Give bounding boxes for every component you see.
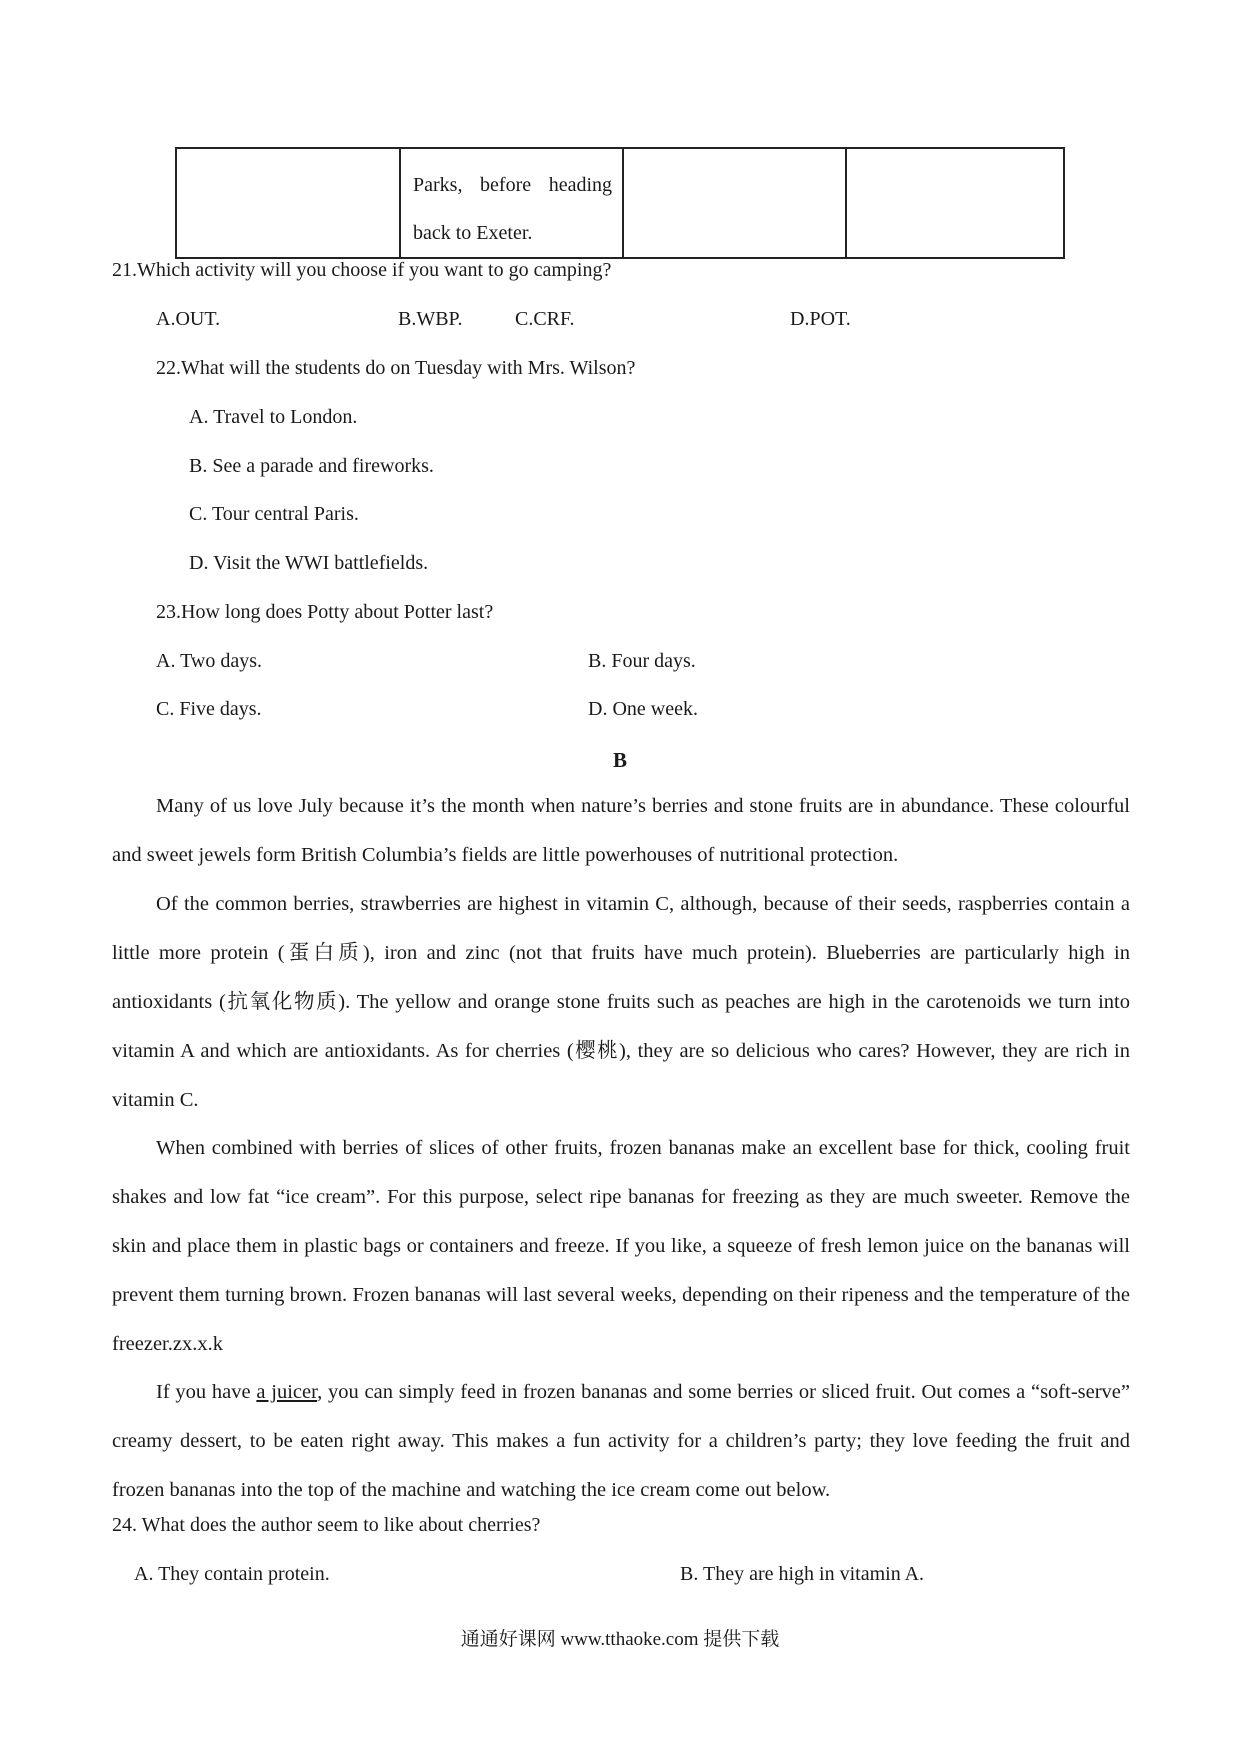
option-24-b: B. They are high in vitamin A. [680,1563,925,1585]
paragraph-1: Many of us love July because it’s the month when nature’s berries and stone fruits are in abundance. These colourful and sweet jewels form British Columbia’s fields are little powerhouses of nutritional protection. [112,795,1130,866]
juicer-underlined-text: a juicer [256,1381,318,1403]
option-21-b: B.WBP. [398,308,463,330]
option-22-d: D. Visit the WWI battlefields. [189,552,429,574]
question-24: 24. What does the author seem to like about cherries? [112,1514,541,1536]
option-21-a: A.OUT. [156,308,221,330]
option-23-b: B. Four days. [588,650,696,672]
option-23-a: A. Two days. [156,650,263,672]
question-23: 23.How long does Potty about Potter last? [156,601,494,623]
option-23-c: C. Five days. [156,698,262,720]
option-24-a: A. They contain protein. [134,1563,330,1585]
paragraph-2: Of the common berries, strawberries are highest in vitamin C, although, because of their seeds, raspberries contain a little more protein (蛋白质), iron and zinc (not that fruits have much protein). Blueberries are particularly high in antioxidants (抗氧化物质). The yellow and orange stone fruits such as peaches are high in the carotenoids we turn into vitamin A and which are antioxidants. As for cherries (樱桃), they are so delicious who cares? However, they are rich in vitamin C. [112,893,1130,1111]
paragraph-3: When combined with berries of slices of other fruits, frozen bananas make an excellent base for thick, cooling fruit shakes and low fat “ice cream”. For this purpose, select ripe bananas for freezing as they are much sweeter. Remove the skin and place them in plastic bags or containers and freeze. If you like, a squeeze of fresh lemon juice on the bananas will prevent them turning brown. Frozen bananas will last several weeks, depending on their ripeness and the temperature of the freezer.zx.x.k [112,1137,1130,1355]
schedule-table-fragment [175,147,1065,259]
table-cell [176,148,400,258]
section-heading: B [612,748,627,772]
option-21-d: D.POT. [790,308,851,330]
question-21: 21.Which activity will you choose if you want to go camping? [112,259,612,281]
page-footer: 通通好课网 www.tthaoke.com 提供下载 [460,1629,780,1650]
option-21-c: C.CRF. [515,308,575,330]
option-23-d: D. One week. [588,698,698,720]
paragraph-4: If you have a juicer, you can simply feed in frozen bananas and some berries or sliced fruit. Out comes a “soft-serve” creamy dessert, to be eaten right away. This makes a fun activity for a children’s party; they love feeding the fruit and frozen bananas into the top of the machine and watching the ice cream come out below. [112,1381,1130,1501]
table-cell [846,148,1064,258]
table-cell [623,148,846,258]
option-22-a: A. Travel to London. [189,406,358,428]
option-22-b: B. See a parade and fireworks. [189,455,434,477]
option-22-c: C. Tour central Paris. [189,503,359,525]
table-cell: Parks, before heading back to Exeter. [400,148,623,258]
question-22: 22.What will the students do on Tuesday with Mrs. Wilson? [156,357,636,379]
table-row [176,148,1064,258]
